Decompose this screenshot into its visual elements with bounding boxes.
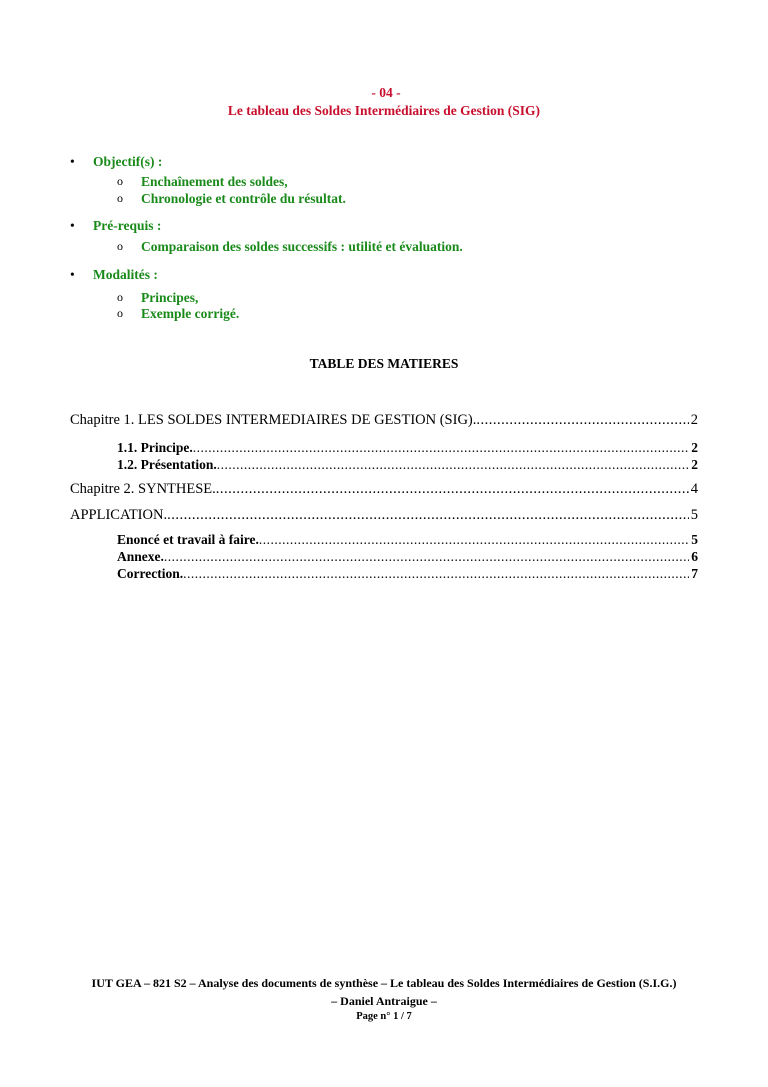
toc-title: TABLE DES MATIERES — [309, 356, 459, 371]
toc-entry[interactable]: Correction. ..... 7 — [117, 566, 698, 582]
toc-entry[interactable]: Annexe. ..... 6 — [117, 549, 698, 565]
section-label: Objectif(s) : — [93, 154, 163, 169]
toc-entry[interactable]: 1.1. Principe. ..... 2 — [117, 440, 698, 456]
circle-bullet-icon: o — [117, 191, 123, 205]
bullet-icon: • — [70, 267, 75, 282]
circle-bullet-icon: o — [117, 290, 123, 304]
bullet-icon: • — [70, 154, 75, 169]
toc-entry[interactable]: APPLICATION. ..... 5 — [70, 507, 698, 524]
toc-entry[interactable]: Enoncé et travail à faire. ..... 5 — [117, 532, 698, 548]
toc-entry[interactable]: Chapitre 1. LES SOLDES INTERMEDIAIRES DE GESTION (SIG). ..... 2 — [70, 412, 698, 429]
circle-bullet-icon: o — [117, 174, 123, 188]
toc-entry[interactable]: 1.2. Présentation. ..... 2 — [117, 457, 698, 473]
circle-bullet-icon: o — [117, 306, 123, 320]
bullet-icon: • — [70, 218, 75, 233]
toc-entry[interactable]: Chapitre 2. SYNTHESE. ..... 4 — [70, 481, 698, 498]
chapter-number: - 04 - — [371, 85, 401, 100]
footer-course-line: IUT GEA – 821 S2 – Analyse des documents de synthèse – Le tableau des Soldes Intermédiaires de Gestion (S.I.G.) — [91, 976, 677, 990]
circle-bullet-icon: o — [117, 239, 123, 253]
section-label: Pré-requis : — [93, 218, 162, 233]
document-page: - 04 - Le tableau des Soldes Intermédiaires de Gestion (SIG) • Objectif(s) : o Enchaînement des soldes, o Chronologie et contrôle du résultat. • Pré-requis : o Comparaison des soldes successifs : utilité et évaluation. • Modalités : o Principes, o Exemple corrigé. TABLE DES MATIERES Chapitre 1. LES SOLDES INTERMEDIAIRES DE GESTION (SIG). ..... 2 1.1. Principe. ..... 2 1.2. Présentation. ..... 2 Chapitre 2. SYNTHESE. ..... 4 APPLICATION. ..... 5 Enoncé et travail à faire. ..... 5 Annexe. ..... 6 Correction. ..... 7 IUT GEA – 821 S2 – Analyse des documents de synthèse – Le tableau des Soldes Intermédiaires de Gestion (S.I.G.) – Daniel Antraigue – Page n° 1 / 7 — [0, 0, 768, 1087]
document-title: Le tableau des Soldes Intermédiaires de Gestion (SIG) — [227, 103, 541, 118]
page-number: Page n° 1 / 7 — [356, 1011, 412, 1022]
footer-author: – Daniel Antraigue – — [331, 994, 437, 1008]
section-label: Modalités : — [93, 267, 158, 282]
